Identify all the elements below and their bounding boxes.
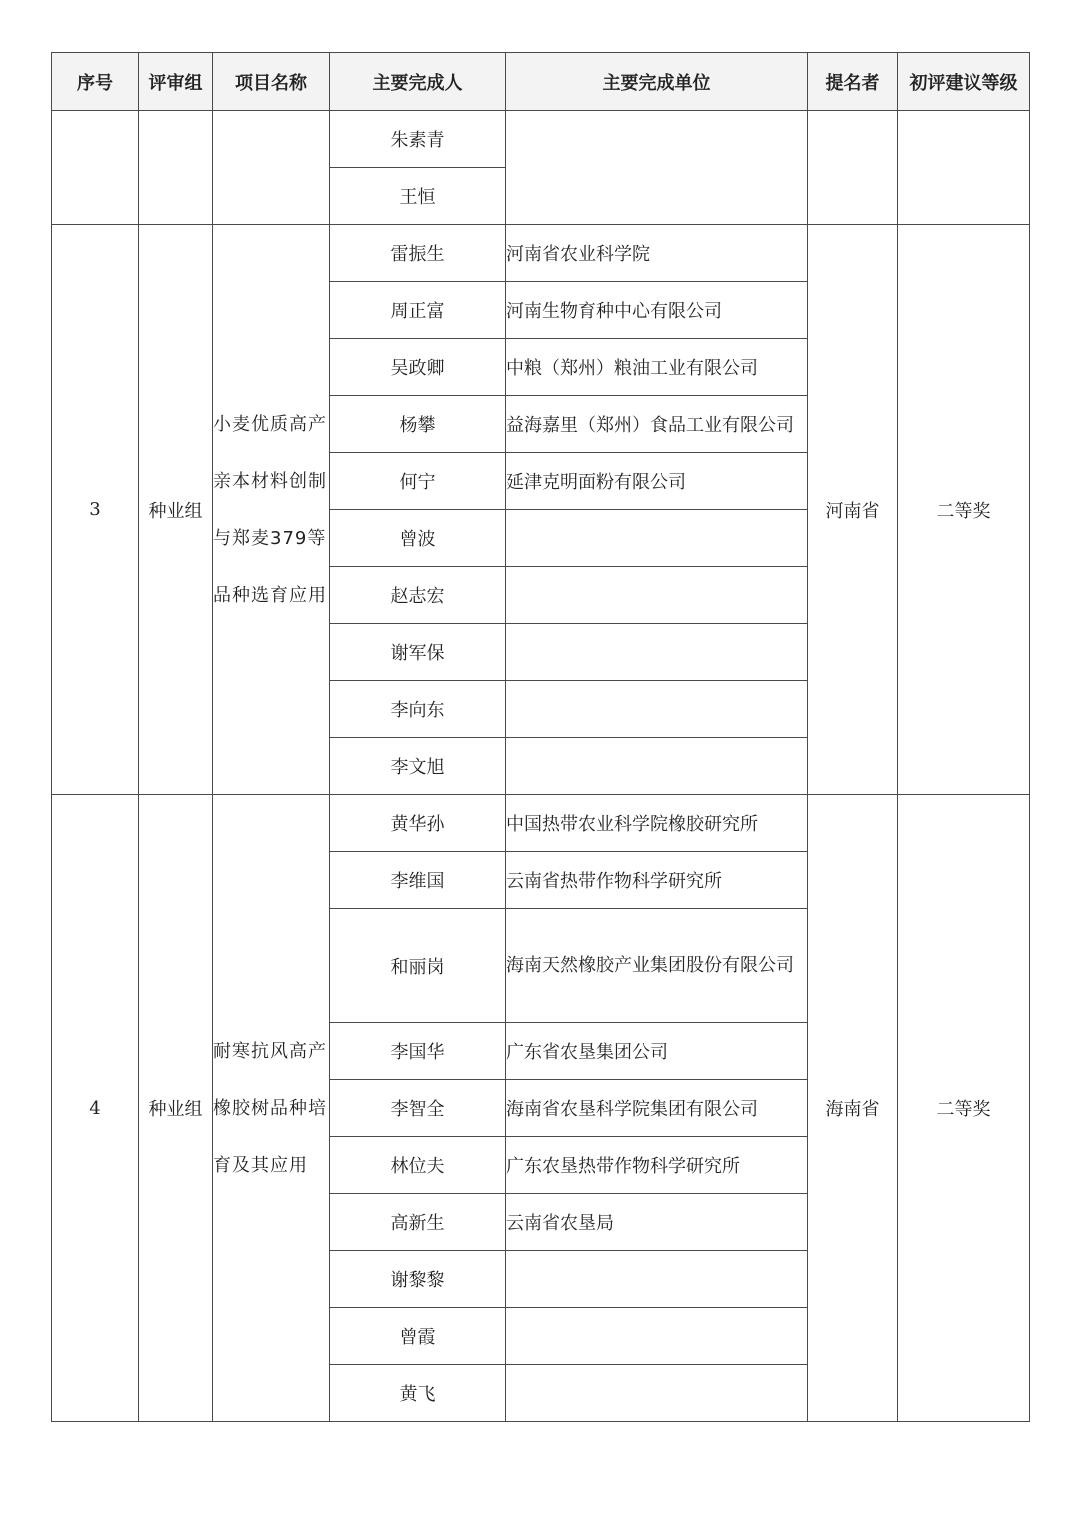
header-row (52, 53, 1030, 111)
header-nominator: 提名者 (808, 53, 898, 111)
header-project-name: 项目名称 (213, 53, 330, 111)
contributor-cell: 雷振生 (330, 225, 506, 282)
contributor-cell: 谢黎黎 (330, 1251, 506, 1308)
contributor-cell: 曾霞 (330, 1308, 506, 1365)
table-row (52, 795, 1030, 852)
header-main-units: 主要完成单位 (506, 53, 808, 111)
grade-cell: 二等奖 (898, 225, 1030, 795)
unit-cell: 海南省农垦科学院集团有限公司 (506, 1080, 808, 1137)
contributor-cell: 和丽岗 (330, 909, 506, 1023)
unit-cell (506, 624, 808, 681)
contributor-cell: 李向东 (330, 681, 506, 738)
serial-cell (52, 111, 139, 225)
unit-cell: 河南生物育种中心有限公司 (506, 282, 808, 339)
project-name-cell: 小麦优质高产亲本材料创制与郑麦379等品种选育应用 (213, 225, 330, 795)
grade-cell: 二等奖 (898, 795, 1030, 1422)
contributor-cell: 朱素青 (330, 111, 506, 168)
contributor-cell: 李维国 (330, 852, 506, 909)
contributor-cell: 周正富 (330, 282, 506, 339)
unit-cell (506, 1365, 808, 1422)
header-serial: 序号 (52, 53, 139, 111)
unit-cell: 中国热带农业科学院橡胶研究所 (506, 795, 808, 852)
contributor-cell: 杨攀 (330, 396, 506, 453)
table-row (52, 111, 1030, 168)
contributor-cell: 赵志宏 (330, 567, 506, 624)
contributor-cell: 黄飞 (330, 1365, 506, 1422)
table-row (52, 225, 1030, 282)
serial-cell: 4 (52, 795, 139, 1422)
group-cell (139, 111, 213, 225)
contributor-cell: 林位夫 (330, 1137, 506, 1194)
unit-cell: 云南省热带作物科学研究所 (506, 852, 808, 909)
contributor-cell: 王恒 (330, 168, 506, 225)
nominator-cell: 河南省 (808, 225, 898, 795)
grade-cell (898, 111, 1030, 225)
group-cell: 种业组 (139, 225, 213, 795)
unit-cell (506, 681, 808, 738)
contributor-cell: 李智全 (330, 1080, 506, 1137)
unit-cell: 广东省农垦集团公司 (506, 1023, 808, 1080)
contributor-cell: 黄华孙 (330, 795, 506, 852)
nominator-cell: 海南省 (808, 795, 898, 1422)
contributor-cell: 何宁 (330, 453, 506, 510)
unit-cell: 广东农垦热带作物科学研究所 (506, 1137, 808, 1194)
unit-cell: 延津克明面粉有限公司 (506, 453, 808, 510)
contributor-cell: 曾波 (330, 510, 506, 567)
serial-cell: 3 (52, 225, 139, 795)
header-group: 评审组 (139, 53, 213, 111)
nominator-cell (808, 111, 898, 225)
unit-cell (506, 1308, 808, 1365)
unit-cell (506, 738, 808, 795)
header-suggested-grade: 初评建议等级 (898, 53, 1030, 111)
group-cell: 种业组 (139, 795, 213, 1422)
unit-cell: 益海嘉里（郑州）食品工业有限公司 (506, 396, 808, 453)
project-name-cell (213, 111, 330, 225)
award-table (51, 52, 1030, 1422)
unit-cell: 河南省农业科学院 (506, 225, 808, 282)
contributor-cell: 谢军保 (330, 624, 506, 681)
contributor-cell: 高新生 (330, 1194, 506, 1251)
unit-cell: 云南省农垦局 (506, 1194, 808, 1251)
unit-cell (506, 111, 808, 225)
unit-cell (506, 1251, 808, 1308)
contributor-cell: 李国华 (330, 1023, 506, 1080)
unit-cell: 海南天然橡胶产业集团股份有限公司 (506, 909, 808, 1023)
unit-cell: 中粮（郑州）粮油工业有限公司 (506, 339, 808, 396)
contributor-cell: 李文旭 (330, 738, 506, 795)
unit-cell (506, 510, 808, 567)
header-main-contributors: 主要完成人 (330, 53, 506, 111)
project-name-cell: 耐寒抗风高产橡胶树品种培育及其应用 (213, 795, 330, 1422)
contributor-cell: 吴政卿 (330, 339, 506, 396)
unit-cell (506, 567, 808, 624)
